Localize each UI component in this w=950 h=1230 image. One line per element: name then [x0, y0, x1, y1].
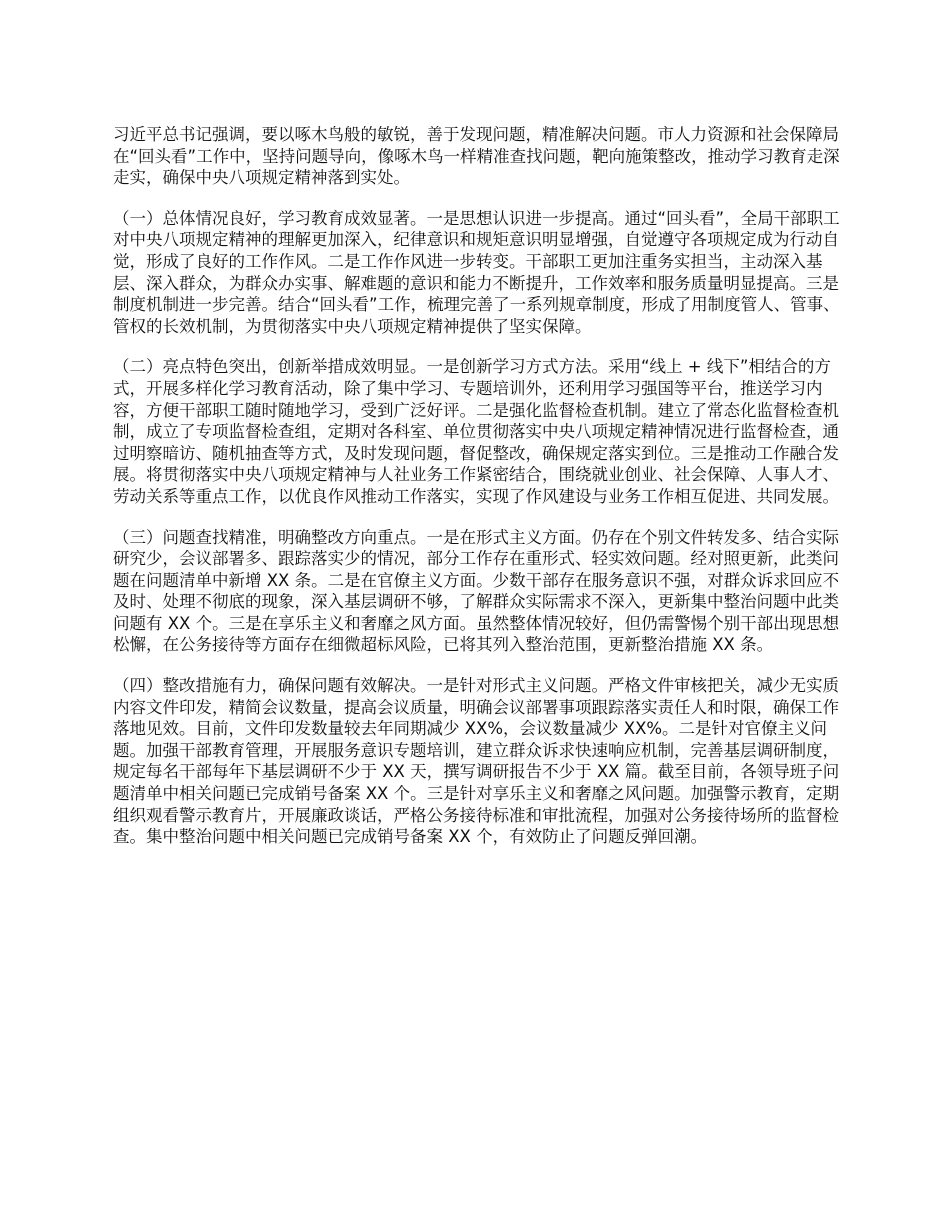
section-3-paragraph: （三）问题查找精准，明确整改方向重点。一是在形式主义方面。仍存在个别文件转发多、结合实际研究少，会议部署多、跟踪落实少的情况，部分工作存在重形式、轻实效问题。经对照更新，此类问题在问题清单中新增 XX 条。二是在官僚主义方面。少数干部存在服务意识不强，对群众诉求回应不及时、处理不彻底的现象，深入基层调研不够，了解群众实际需求不深入，更新集中整治问题中此类问题有 XX 个。三是在享乐主义和奢靡之风方面。虽然整体情况较好，但仍需警惕个别干部出现思想松懈，在公务接待等方面存在细微超标风险，已将其列入整治范围，更新整治措施 XX 条。 [113, 527, 840, 655]
document-body [113, 124, 855, 867]
intro-paragraph: 习近平总书记强调，要以啄木鸟般的敏锐，善于发现问题，精准解决问题。市人力资源和社会保障局在“回头看”工作中，坚持问题导向，像啄木鸟一样精准查找问题，靶向施策整改，推动学习教育走深走实，确保中央八项规定精神落到实处。 [113, 125, 840, 188]
section-1-paragraph: （一）总体情况良好，学习教育成效显著。一是思想认识进一步提高。通过“回头看”，全局干部职工对中央八项规定精神的理解更加深入，纪律意识和规矩意识明显增强，自觉遵守各项规定成为行动自觉，形成了良好的工作作风。二是工作作风进一步转变。干部职工更加注重务实担当，主动深入基层、深入群众，为群众办实事、解难题的意识和能力不断提升，工作效率和服务质量明显提高。三是制度机制进一步完善。结合“回头看”工作，梳理完善了一系列规章制度，形成了用制度管人、管事、管权的长效机制，为贯彻落实中央八项规定精神提供了坚实保障。 [113, 208, 840, 336]
section-4-paragraph: （四）整改措施有力，确保问题有效解决。一是针对形式主义问题。严格文件审核把关，减少无实质内容文件印发，精简会议数量，提高会议质量，明确会议部署事项跟踪落实责任人和时限，确保工作落地见效。目前，文件印发数量较去年同期减少 XX%，会议数量减少 XX%。二是针对官僚主义问题。加强干部教育管理，开展服务意识专题培训，建立群众诉求快速响应机制，完善基层调研制度，规定每名干部每年下基层调研不少于 XX 天，撰写调研报告不少于 XX 篇。截至目前，各领导班子问题清单中相关问题已完成销号备案 XX 个。三是针对享乐主义和奢靡之风问题。加强警示教育，定期组织观看警示教育片，开展廉政谈话，严格公务接待标准和审批流程，加强对公务接待场所的监督检查。集中整治问题中相关问题已完成销号备案 XX 个，有效防止了问题反弹回潮。 [113, 676, 840, 847]
section-2-paragraph: （二）亮点特色突出，创新举措成效明显。一是创新学习方式方法。采用“线上 + 线下”相结合的方式，开展多样化学习教育活动，除了集中学习、专题培训外，还利用学习强国等平台，推送学习内容，方便干部职工随时随地学习，受到广泛好评。二是强化监督检查机制。建立了常态化监督检查机制，成立了专项监督检查组，定期对各科室、单位贯彻落实中央八项规定精神情况进行监督检查，通过明察暗访、随机抽查等方式，及时发现问题，督促整改，确保规定落实到位。三是推动工作融合发展。将贯彻落实中央八项规定精神与人社业务工作紧密结合，围绕就业创业、社会保障、人事人才、劳动关系等重点工作，以优良作风推动工作落实，实现了作风建设与业务工作相互促进、共同发展。 [113, 357, 839, 506]
